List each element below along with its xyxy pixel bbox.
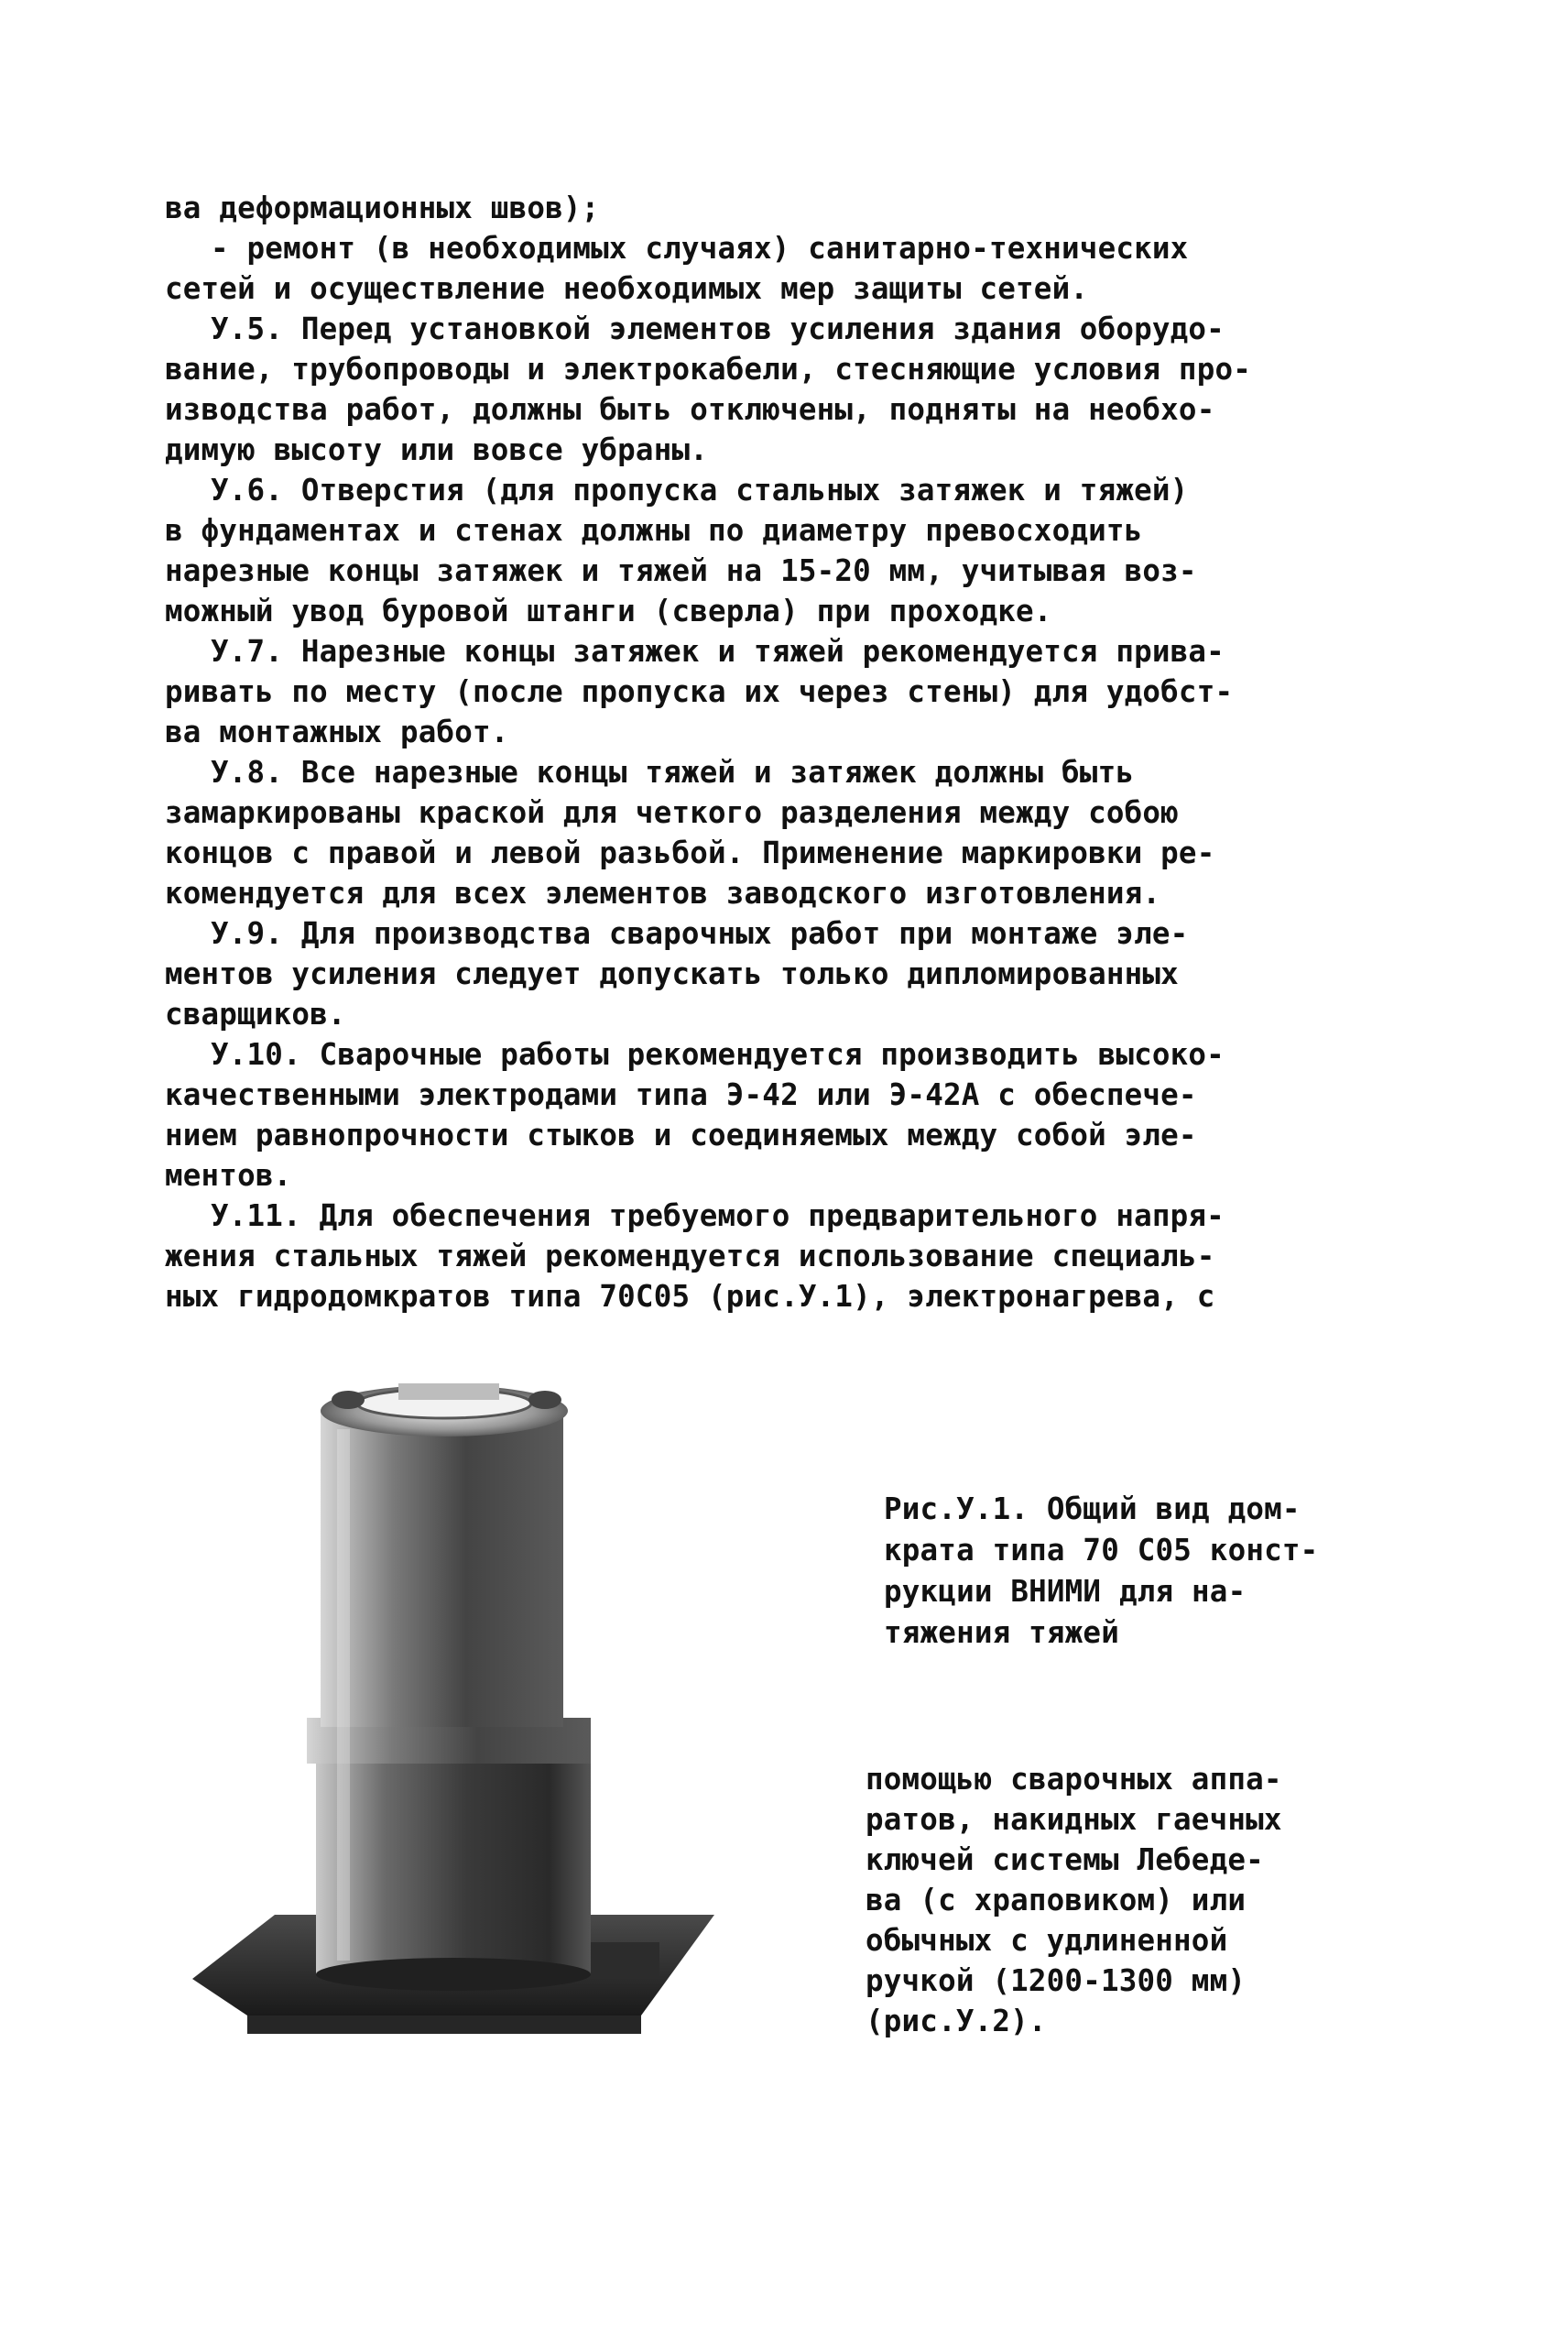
body-line: - ремонт (в необходимых случаях) санитарно-технических — [211, 231, 1189, 266]
body-line: жения стальных тяжей рекомендуется использование специаль- — [165, 1239, 1215, 1273]
side-text-line: обычных с удлиненной — [866, 1923, 1228, 1958]
body-line: У.5. Перед установкой элементов усиления здания оборудо- — [211, 311, 1225, 346]
caption-line: крата типа 70 С05 конст- — [884, 1533, 1319, 1568]
side-text-line: ключей системы Лебеде- — [866, 1842, 1264, 1877]
body-line: димую высоту или вовсе убраны. — [165, 432, 708, 467]
caption-line: тяжения тяжей — [884, 1615, 1119, 1650]
body-line: У.7. Нарезные концы затяжек и тяжей рекомендуется прива- — [211, 634, 1225, 669]
side-text-line: ратов, накидных гаечных — [866, 1802, 1282, 1837]
body-line: вание, трубопроводы и электрокабели, стесняющие условия про- — [165, 352, 1251, 387]
upper-cylinder — [321, 1411, 563, 1727]
body-line: сварщиков. — [165, 997, 346, 1032]
body-line: изводства работ, должны быть отключены, подняты на необхо- — [165, 392, 1215, 427]
body-line: нием равнопрочности стыков и соединяемых между собой эле- — [165, 1118, 1197, 1153]
body-line: ментов. — [165, 1158, 292, 1193]
body-line: У.8. Все нарезные концы тяжей и затяжек должны быть — [211, 755, 1135, 790]
caption-line: рукции ВНИМИ для на- — [884, 1574, 1247, 1609]
side-text — [866, 1759, 1452, 2041]
body-line: ва монтажных работ. — [165, 715, 509, 749]
side-text-line: (рис.У.2). — [866, 2004, 1047, 2038]
body-line: У.6. Отверстия (для пропуска стальных затяжек и тяжей) — [211, 473, 1189, 508]
body-line: качественными электродами типа Э-42 или Э-42А с обеспече- — [165, 1077, 1197, 1112]
hydraulic-jack-photo — [165, 1356, 788, 2144]
figure-caption — [884, 1489, 1452, 1654]
body-line: можный увод буровой штанги (сверла) при проходке. — [165, 594, 1052, 628]
body-line: У.11. Для обеспечения требуемого предварительного напря- — [211, 1198, 1225, 1233]
body-line: ных гидродомкратов типа 70С05 (рис.У.1), электронагрева, с — [165, 1279, 1215, 1314]
body-line: концов с правой и левой разьбой. Применение маркировки ре- — [165, 836, 1215, 870]
side-text-line: помощью сварочных аппа- — [866, 1762, 1282, 1797]
caption-line: Рис.У.1. Общий вид дом- — [884, 1491, 1301, 1526]
body-line: замаркированы краской для четкого разделения между собою — [165, 795, 1179, 830]
body-line: нарезные концы затяжек и тяжей на 15-20 мм, учитывая воз- — [165, 553, 1197, 588]
jack-photo-figure — [165, 1356, 788, 2144]
body-line: ментов усиления следует допускать только дипломированных — [165, 956, 1179, 991]
side-text-line: ручкой (1200-1300 мм) — [866, 1963, 1247, 1998]
lower-cylinder — [316, 1754, 591, 1974]
body-line: У.9. Для производства сварочных работ при монтаже эле- — [211, 916, 1189, 951]
body-line: ва деформационных швов); — [165, 191, 600, 225]
body-line: комендуется для всех элементов заводского изготовления. — [165, 876, 1161, 911]
body-line: У.10. Сварочные работы рекомендуется производить высоко- — [211, 1037, 1225, 1072]
side-text-line: ва (с храповиком) или — [866, 1883, 1247, 1917]
body-text — [165, 188, 1410, 1316]
body-line: в фундаментах и стенах должны по диаметру превосходить — [165, 513, 1143, 548]
body-line: сетей и осуществление необходимых мер защиты сетей. — [165, 271, 1089, 306]
body-line: ривать по месту (после пропуска их через стены) для удобст- — [165, 674, 1234, 709]
